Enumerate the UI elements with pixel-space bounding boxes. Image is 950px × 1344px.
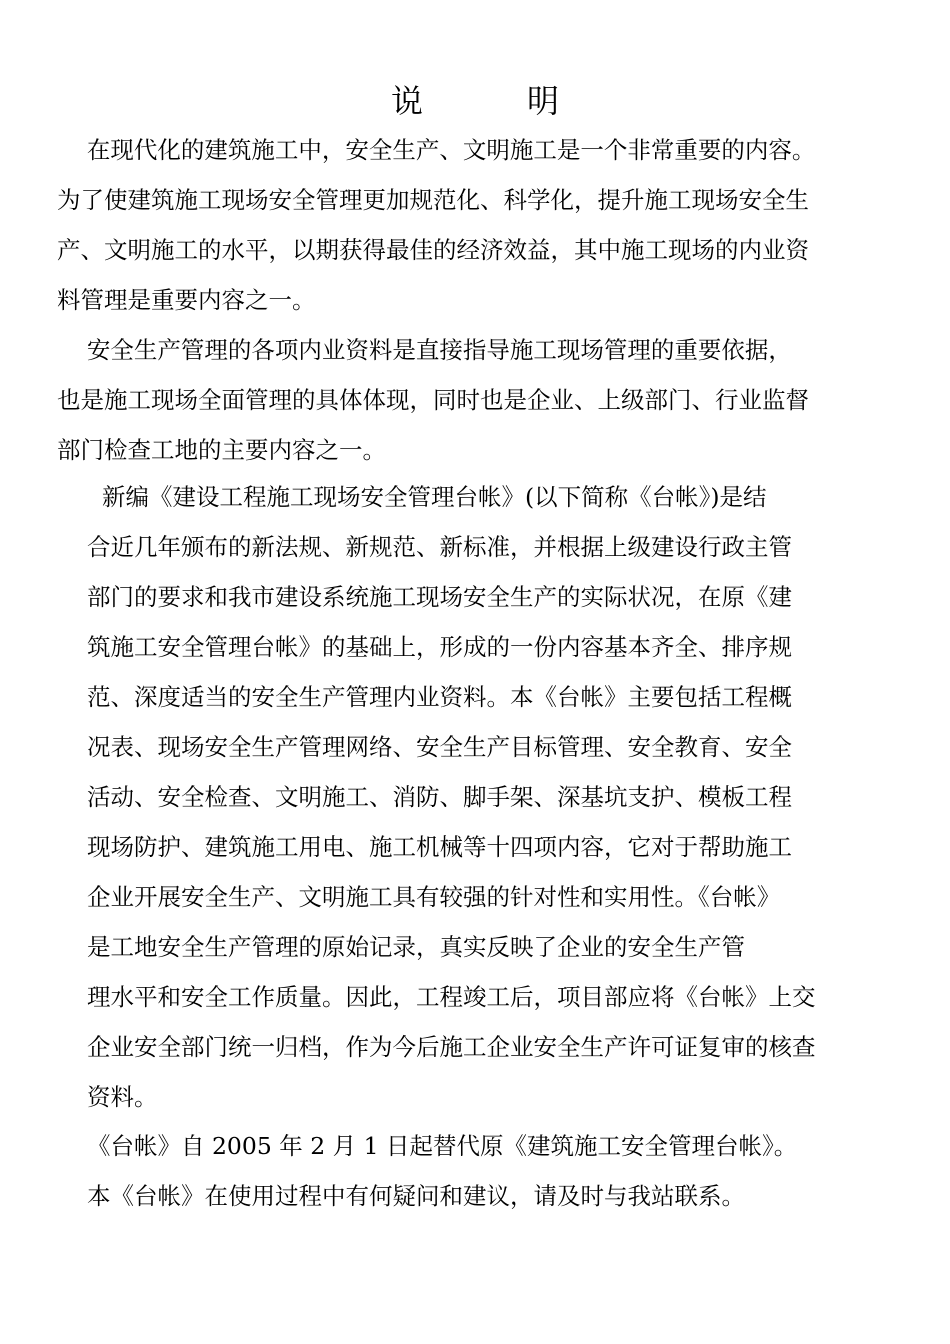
paragraph-line: 新编《建设工程施工现场安全管理台帐》(以下简称《台帐》)是结 (87, 483, 767, 511)
paragraph-line: 是工地安全生产管理的原始记录，真实反映了企业的安全生产管 (87, 933, 745, 961)
paragraph-line: 资料。 (87, 1083, 158, 1111)
paragraph-line: 部门的要求和我市建设系统施工现场安全生产的实际状况，在原《建 (87, 583, 792, 611)
paragraph-line: 安全生产管理的各项内业资料是直接指导施工现场管理的重要依据， (57, 336, 792, 364)
paragraph-contact (87, 1171, 887, 1221)
paragraph-line: 企业开展安全生产、文明施工具有较强的针对性和实用性。《台帐》 (87, 883, 781, 911)
page-title (0, 76, 950, 126)
title-char-1: 说 (390, 82, 423, 120)
paragraph-line: 本《台帐》在使用过程中有何疑问和建议，请及时与我站联系。 (87, 1182, 745, 1210)
paragraph-line: 现场防护、建筑施工用电、施工机械等十四项内容，它对于帮助施工 (87, 833, 792, 861)
paragraph-line: 《台帐》自 2005 年 2 月 1 日起替代原《建筑施工安全管理台帐》。 (87, 1132, 798, 1160)
paragraph-line: 部门检查工地的主要内容之一。 (57, 436, 386, 464)
paragraph-line: 为了使建筑施工现场安全管理更加规范化、科学化，提升施工现场安全生 (57, 186, 809, 214)
paragraph-effective-date (87, 1121, 887, 1171)
paragraph-line: 产、文明施工的水平，以期获得最佳的经济效益，其中施工现场的内业资 (57, 236, 809, 264)
paragraph-basis (57, 325, 897, 475)
title-char-2: 明 (527, 82, 560, 120)
paragraph-line: 在现代化的建筑施工中，安全生产、文明施工是一个非常重要的内容。 (57, 136, 816, 164)
paragraph-line: 理水平和安全工作质量。因此，工程竣工后，项目部应将《台帐》上交 (87, 983, 816, 1011)
paragraph-line: 也是施工现场全面管理的具体体现，同时也是企业、上级部门、行业监督 (57, 386, 809, 414)
paragraph-line: 企业安全部门统一归档，作为今后施工企业安全生产许可证复审的核查 (87, 1033, 816, 1061)
paragraph-line: 况表、现场安全生产管理网络、安全生产目标管理、安全教育、安全 (87, 733, 792, 761)
paragraph-line: 筑施工安全管理台帐》的基础上，形成的一份内容基本齐全、排序规 (87, 633, 792, 661)
paragraph-ledger-description (87, 472, 887, 1122)
paragraph-line: 活动、安全检查、文明施工、消防、脚手架、深基坑支护、模板工程 (87, 783, 792, 811)
paragraph-intro (57, 125, 897, 325)
paragraph-line: 范、深度适当的安全生产管理内业资料。本《台帐》主要包括工程概 (87, 683, 792, 711)
paragraph-line: 合近几年颁布的新法规、新规范、新标准，并根据上级建设行政主管 (87, 533, 792, 561)
paragraph-line: 料管理是重要内容之一。 (57, 286, 316, 314)
